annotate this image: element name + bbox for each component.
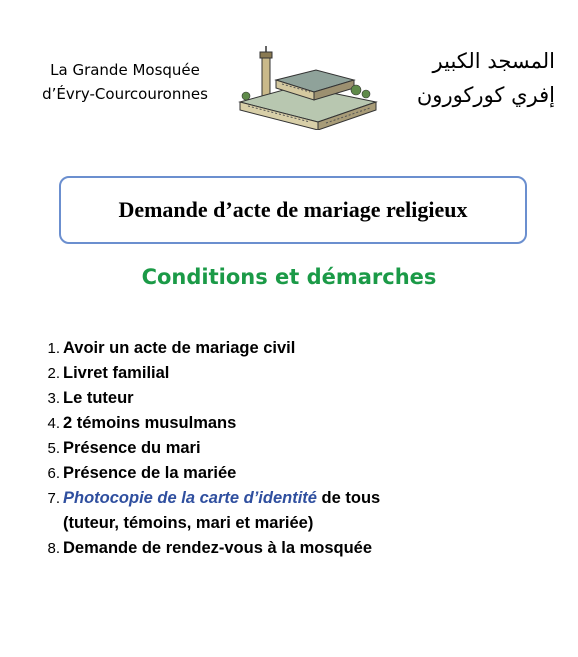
mosque-name-arabic [405,44,555,112]
list-item-text: Avoir un acte de mariage civil [63,339,296,357]
list-item-text: Demande de rendez-vous à la mosquée [63,539,373,557]
list-item-text [63,486,558,536]
list-item-text: Présence de la mariée [63,464,237,482]
conditions-list [38,336,558,561]
mosque-building-illustration [236,46,384,130]
list-item [38,436,558,461]
list-item-text-line2: (tuteur, témoins, mari et mariée) [63,514,314,532]
list-item-number: 1. [47,340,60,357]
list-item-text: Livret familial [63,364,170,382]
document-title: Demande d’acte de mariage religieux [118,197,468,222]
list-item [38,536,558,561]
list-item-text: 2 témoins musulmans [63,414,237,432]
list-item-number: 8. [47,540,60,557]
list-item-number: 5. [47,440,60,457]
section-subtitle: Conditions et démarches [141,265,437,289]
list-item [38,361,558,386]
title-box [59,176,527,244]
list-item-number: 6. [47,465,60,482]
mosque-name-ar-line2: إفري كوركورون [416,83,555,107]
mosque-name-fr-line2: d’Évry-Courcouronnes [42,85,208,103]
list-item [38,411,558,436]
list-item-text: Présence du mari [63,439,201,457]
list-item [38,461,558,486]
list-item-number: 7. [47,490,60,507]
list-item-number: 2. [47,365,60,382]
list-item [38,486,558,536]
list-item-number: 4. [47,415,60,432]
list-item-text-rest: de tous [316,489,381,507]
list-item [38,386,558,411]
list-item-number: 3. [47,390,60,407]
mosque-name-french [30,58,220,106]
list-item [38,336,558,361]
highlighted-text: Photocopie de la carte d’identité [63,489,317,507]
list-item-text: Le tuteur [63,389,134,407]
mosque-name-ar-line1: المسجد الكبير [432,49,555,73]
mosque-name-fr-line1: La Grande Mosquée [50,61,200,79]
